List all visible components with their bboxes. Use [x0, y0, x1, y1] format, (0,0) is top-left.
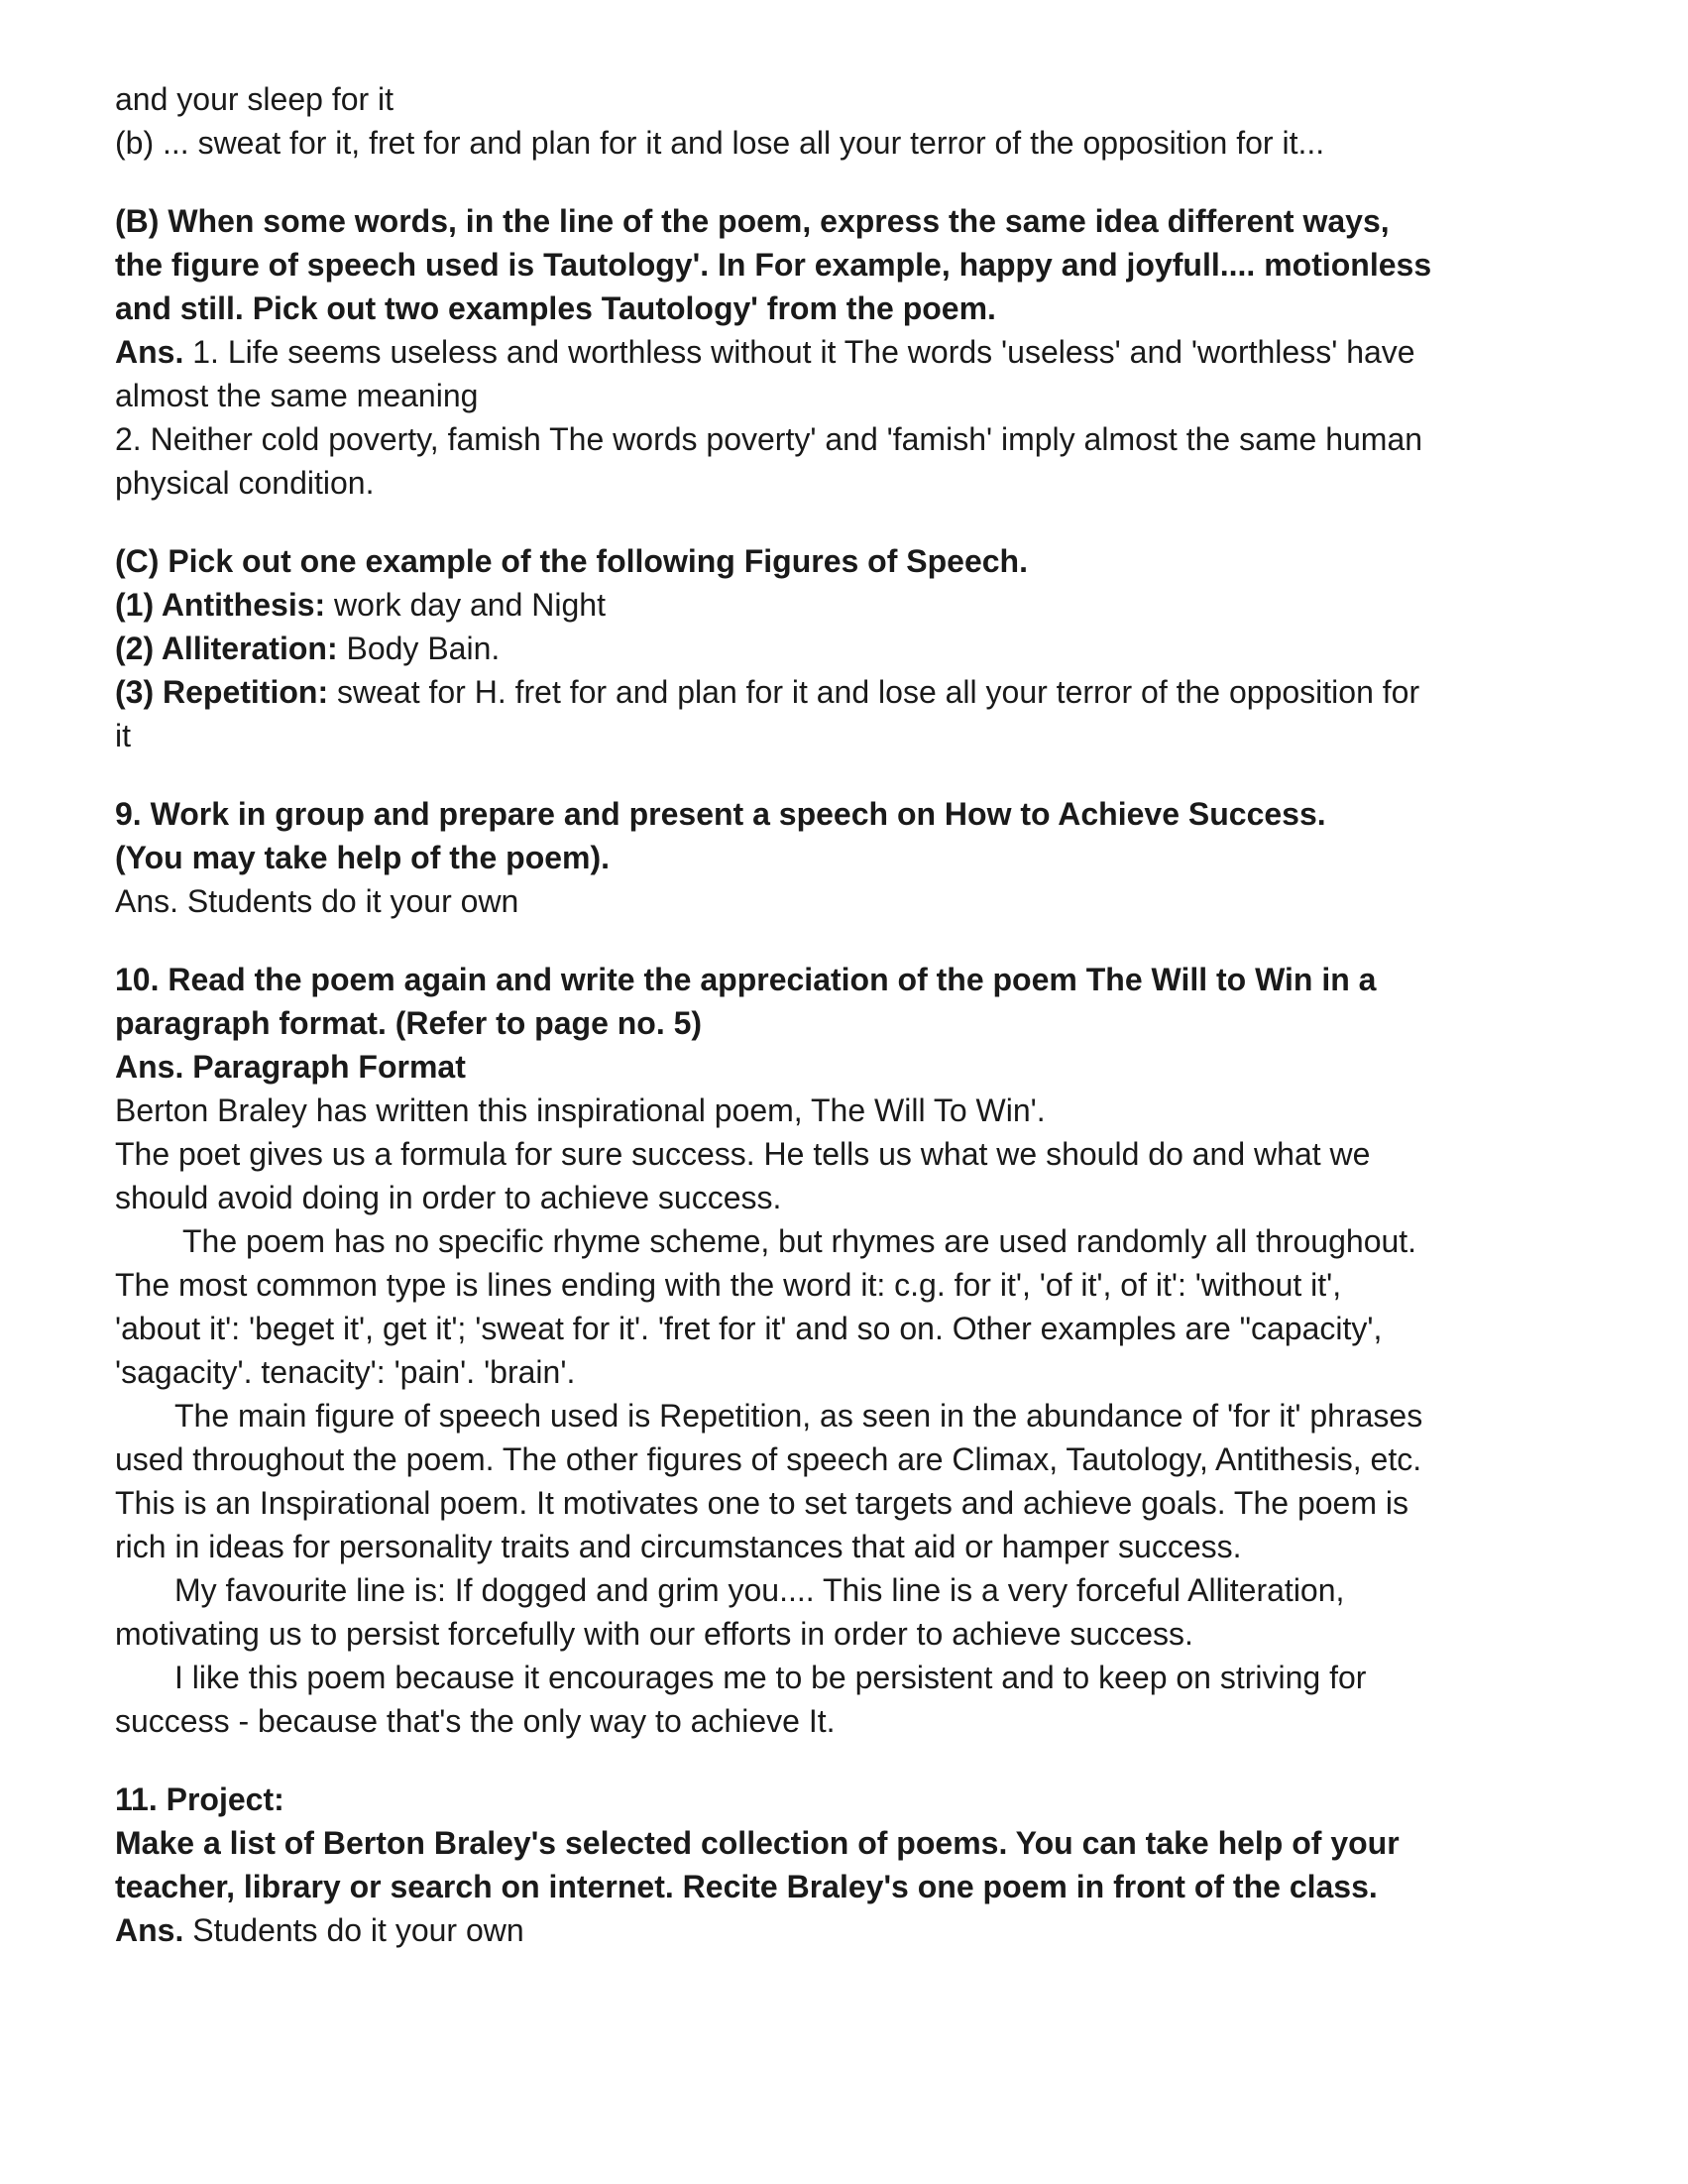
spacer: [115, 923, 1582, 958]
q10-para-line-11: rich in ideas for personality traits and circumstances that aid or hamper success.: [115, 1529, 1242, 1564]
q10-answer-heading: Ans. Paragraph Format: [115, 1049, 466, 1085]
q10-para-line-10: This is an Inspirational poem. It motivates one to set targets and achieve goals. The poem is: [115, 1485, 1408, 1521]
antithesis-label: (1) Antithesis:: [115, 587, 326, 623]
figure-repetition-cont: it: [115, 718, 131, 753]
q11-question-line-1: Make a list of Berton Braley's selected collection of poems. You can take help of your: [115, 1825, 1400, 1861]
figure-antithesis: [115, 583, 1582, 627]
q10-question-line-1: 10. Read the poem again and write the appreciation of the poem The Will to Win in a: [115, 962, 1377, 997]
intro-line-2: (b) ... sweat for it, fret for and plan for it and lose all your terror of the opposition for it...: [115, 125, 1325, 161]
figures-question: (C) Pick out one example of the following Figures of Speech.: [115, 543, 1028, 579]
spacer: [115, 505, 1582, 539]
answer-text: 1. Life seems useless and worthless without it The words 'useless' and 'worthless' have: [183, 334, 1415, 370]
spacer: [115, 1743, 1582, 1778]
tautology-answer-line-3: 2. Neither cold poverty, famish The words poverty' and 'famish' imply almost the same human: [115, 421, 1423, 457]
intro-line-1: and your sleep for it: [115, 81, 394, 117]
q9-question-line-2: (You may take help of the poem).: [115, 840, 611, 875]
tautology-answer-line-1: [115, 330, 1582, 374]
q10-para-line-15: success - because that's the only way to achieve It.: [115, 1703, 836, 1739]
tautology-question-line-2: the figure of speech used is Tautology'. In For example, happy and joyfull.... motionless: [115, 247, 1432, 283]
q11-heading: 11. Project:: [115, 1782, 284, 1817]
q10-para-line-8: The main figure of speech used is Repetition, as seen in the abundance of 'for it' phrases: [174, 1398, 1423, 1434]
spacer: [115, 757, 1582, 792]
document-page: [115, 77, 1582, 1952]
q10-question-line-2: paragraph format. (Refer to page no. 5): [115, 1005, 703, 1041]
q10-para-line-3: should avoid doing in order to achieve success.: [115, 1180, 782, 1215]
figure-alliteration: [115, 627, 1582, 670]
q10-para-line-6: 'about it': 'beget it', get it'; 'sweat for it'. 'fret for it' and so on. Other examples are "capacity',: [115, 1311, 1383, 1346]
answer-label: Ans.: [115, 1912, 184, 1948]
tautology-question-line-1: (B) When some words, in the line of the poem, express the same idea different ways,: [115, 203, 1390, 239]
q11-question-line-2: teacher, library or search on internet. Recite Braley's one poem in front of the class.: [115, 1869, 1378, 1904]
q10-para-line-9: used throughout the poem. The other figures of speech are Climax, Tautology, Antithesis, etc.: [115, 1441, 1422, 1477]
tautology-answer-line-2: almost the same meaning: [115, 378, 479, 413]
q10-para-line-5: The most common type is lines ending with the word it: c.g. for it', 'of it', of it': 'without it',: [115, 1267, 1342, 1303]
q10-para-line-1: Berton Braley has written this inspirational poem, The Will To Win'.: [115, 1092, 1046, 1128]
tautology-answer-line-4: physical condition.: [115, 465, 375, 501]
q11-answer: [115, 1908, 1582, 1952]
answer-label: Ans.: [115, 334, 184, 370]
tautology-question-line-3: and still. Pick out two examples Tautology' from the poem.: [115, 290, 996, 326]
figure-repetition: [115, 670, 1582, 714]
repetition-text: sweat for H. fret for and plan for it and lose all your terror of the opposition for: [328, 674, 1420, 710]
answer-text: Students do it your own: [183, 1912, 524, 1948]
q10-para-line-4: The poem has no specific rhyme scheme, but rhymes are used randomly all throughout.: [182, 1223, 1417, 1259]
q10-para-line-13: motivating us to persist forcefully with our efforts in order to achieve success.: [115, 1616, 1193, 1652]
alliteration-label: (2) Alliteration:: [115, 631, 338, 666]
spacer: [115, 165, 1582, 199]
q10-para-line-7: 'sagacity'. tenacity': 'pain'. 'brain'.: [115, 1354, 576, 1390]
q10-para-line-14: I like this poem because it encourages me to be persistent and to keep on striving for: [174, 1660, 1367, 1695]
alliteration-text: Body Bain.: [337, 631, 501, 666]
q10-para-line-12: My favourite line is: If dogged and grim you.... This line is a very forceful Alliteration,: [174, 1572, 1345, 1608]
repetition-label: (3) Repetition:: [115, 674, 329, 710]
q10-para-line-2: The poet gives us a formula for sure success. He tells us what we should do and what we: [115, 1136, 1371, 1172]
antithesis-text: work day and Night: [325, 587, 606, 623]
q9-question-line-1: 9. Work in group and prepare and present a speech on How to Achieve Success.: [115, 796, 1326, 832]
q9-answer: Ans. Students do it your own: [115, 883, 519, 919]
